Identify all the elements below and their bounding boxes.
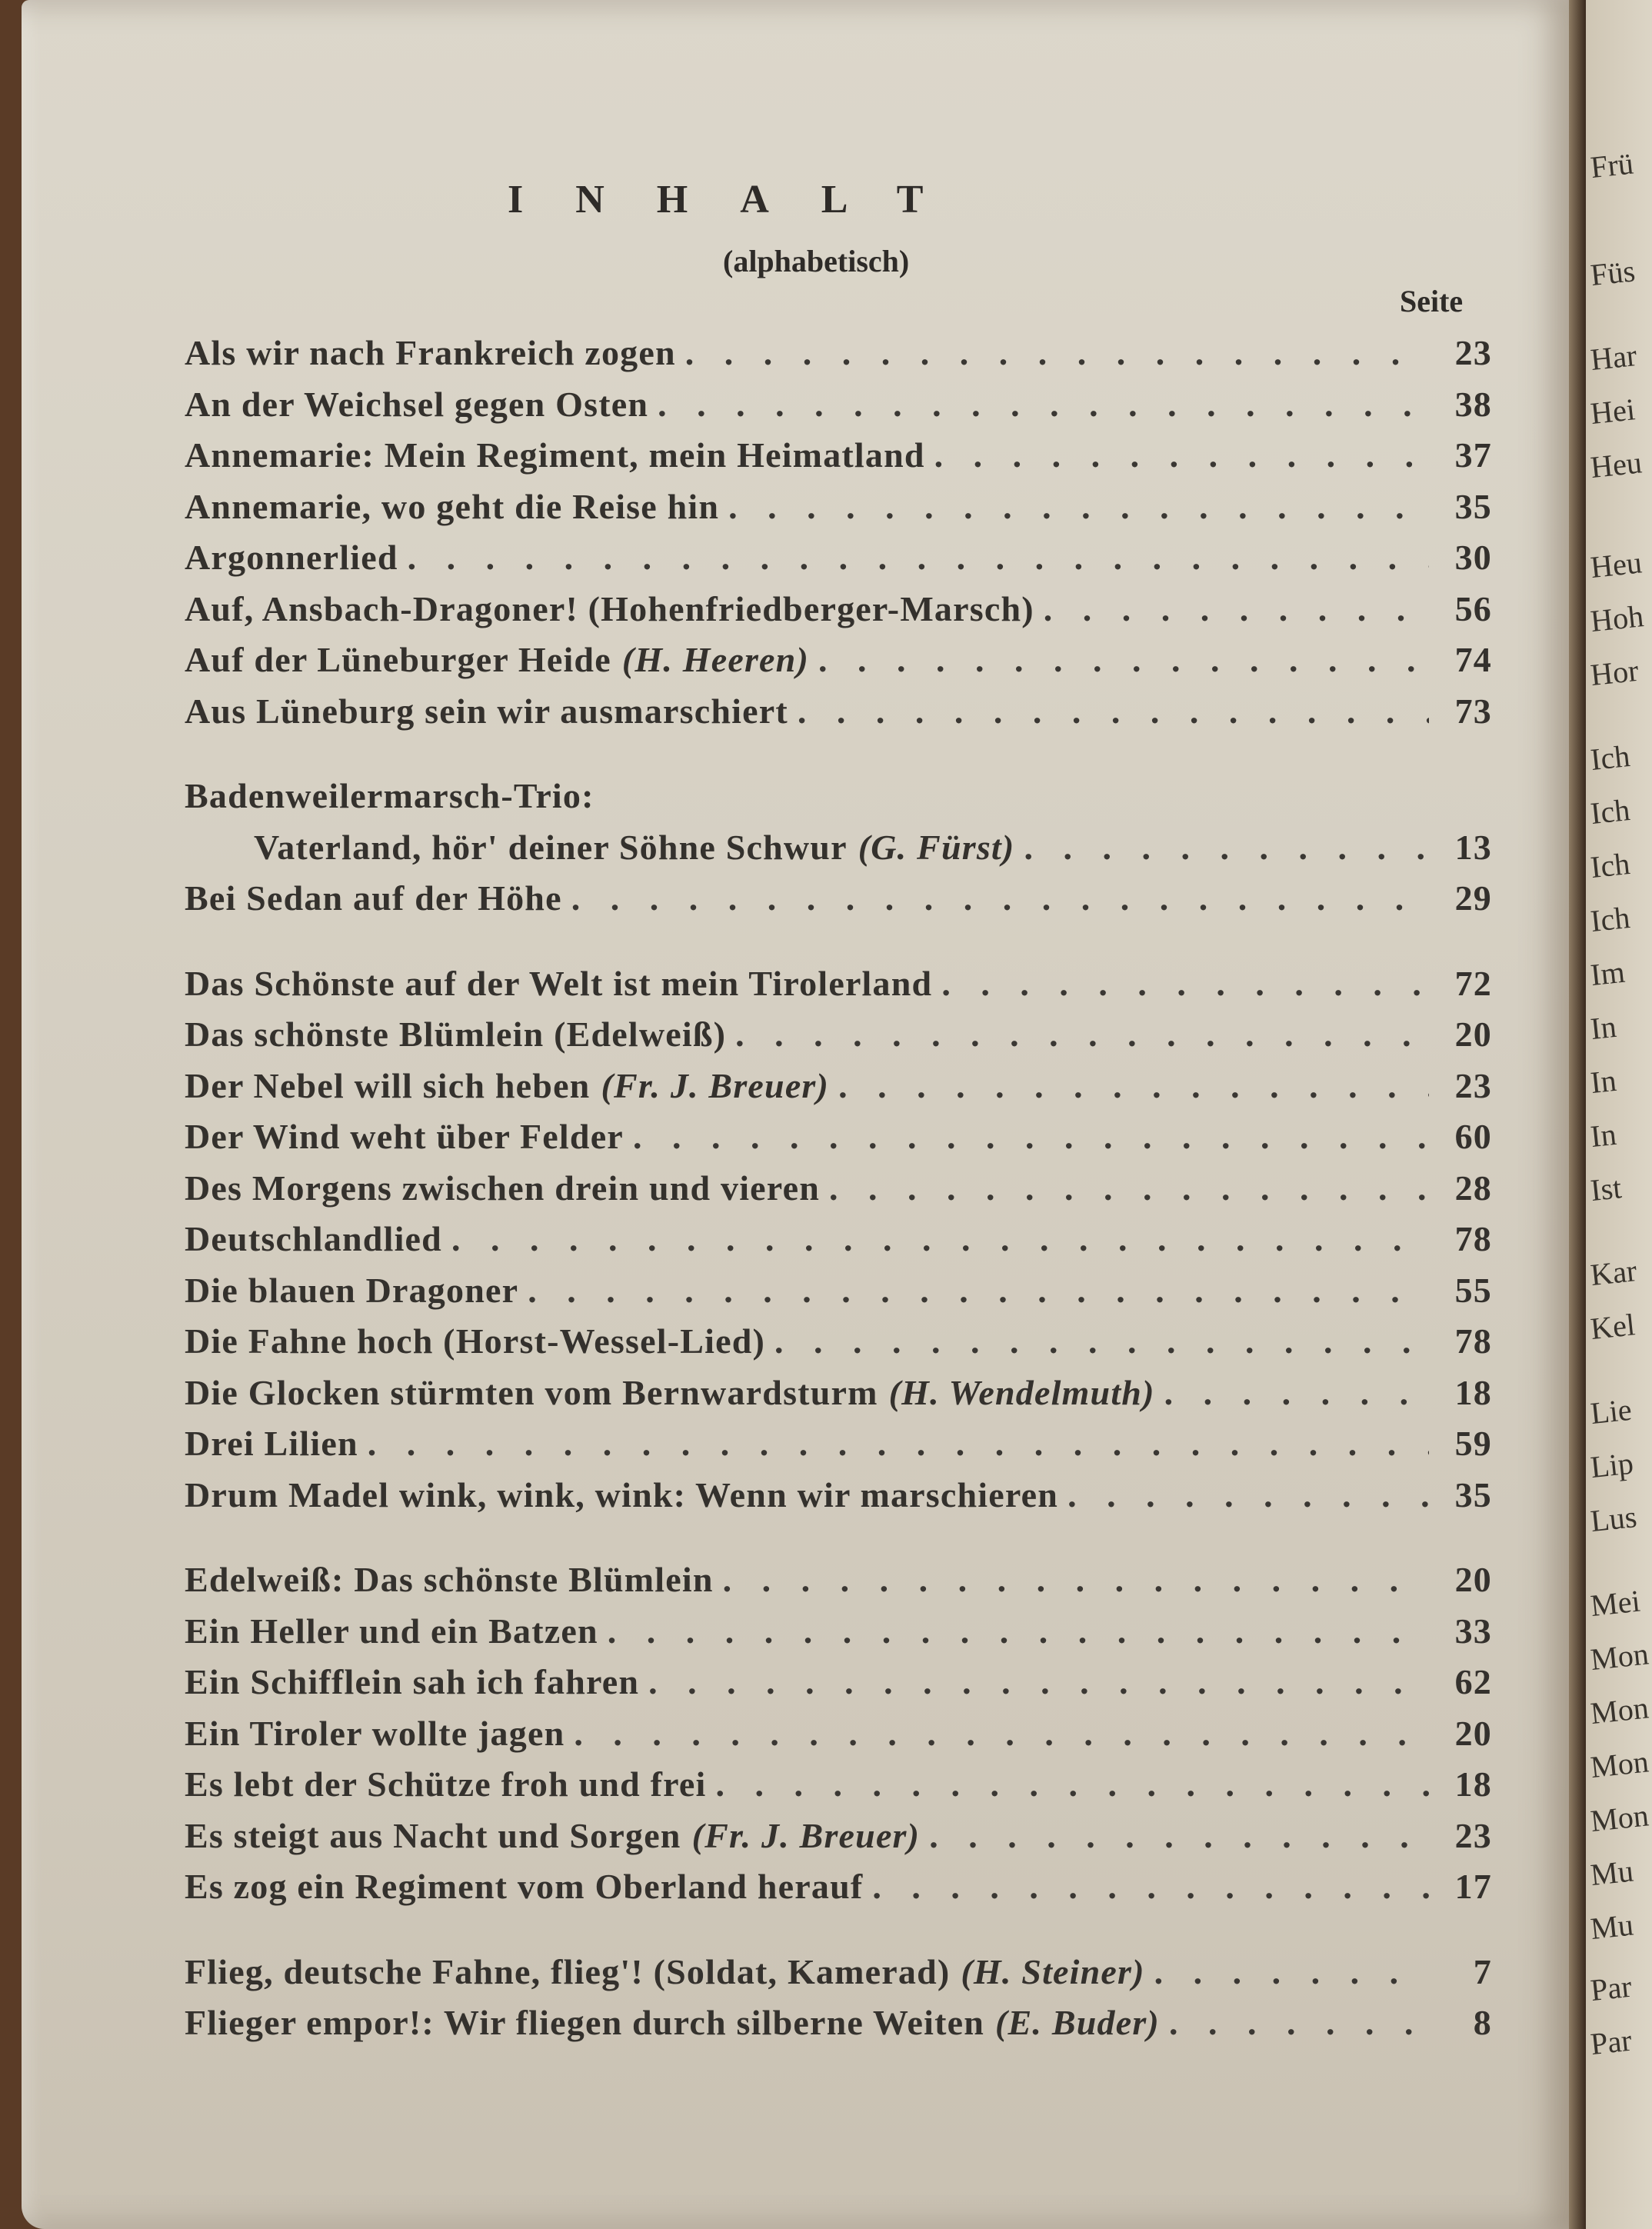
entry-title: Badenweilermarsch-Trio: bbox=[185, 776, 595, 815]
dot-leader bbox=[408, 537, 1429, 578]
toc-entry bbox=[185, 691, 1492, 742]
entry-page-number: 30 bbox=[1454, 538, 1492, 577]
entry-page-number: 29 bbox=[1454, 878, 1492, 918]
group-gap bbox=[185, 1917, 1492, 1951]
entry-author: (H. Wendelmuth) bbox=[888, 1372, 1155, 1412]
group-gap bbox=[185, 929, 1492, 963]
entry-title: Flieger empor!: Wir fliegen durch silberne Weiten bbox=[185, 2003, 985, 2042]
toc-entry bbox=[185, 1372, 1492, 1424]
dot-leader bbox=[571, 878, 1429, 918]
toc-entry bbox=[185, 1218, 1492, 1270]
dot-leader bbox=[829, 1168, 1429, 1208]
page-title: INHALT bbox=[508, 178, 976, 222]
entry-page-number: 35 bbox=[1454, 1474, 1492, 1514]
entry-page-number: 37 bbox=[1454, 435, 1492, 475]
toc-entry bbox=[185, 827, 1492, 878]
entry-page-number: 20 bbox=[1454, 1713, 1492, 1753]
dot-leader bbox=[818, 639, 1429, 680]
toc-entry bbox=[185, 1423, 1492, 1474]
entry-title: Ein Schifflein sah ich fahren bbox=[185, 1662, 640, 1701]
dot-leader bbox=[648, 1661, 1429, 1702]
entry-title: Argonnerlied bbox=[185, 538, 398, 577]
facing-page-fragment: Heu bbox=[1588, 545, 1644, 585]
group-gap bbox=[185, 741, 1492, 775]
entry-page-number: 23 bbox=[1454, 1065, 1492, 1105]
entry-page-number: 17 bbox=[1454, 1867, 1492, 1906]
toc-entry bbox=[185, 1065, 1492, 1117]
entry-title: Auf, Ansbach-Dragoner! (Hohenfriedberger-Marsch) bbox=[185, 588, 1034, 628]
facing-page-fragment: In bbox=[1588, 1008, 1618, 1047]
entry-page-number: 13 bbox=[1454, 827, 1492, 867]
dot-leader bbox=[1169, 2002, 1429, 2043]
dot-leader bbox=[1044, 588, 1429, 629]
facing-page-fragment: Mu bbox=[1588, 1907, 1635, 1947]
entry-title: Als wir nach Frankreich zogen bbox=[185, 333, 676, 372]
toc-entry bbox=[185, 1321, 1492, 1372]
entry-title: Die blauen Dragoner bbox=[185, 1270, 519, 1310]
entry-page-number: 18 bbox=[1454, 1764, 1492, 1804]
facing-page-fragment: In bbox=[1588, 1062, 1618, 1101]
entry-page-number: 38 bbox=[1454, 384, 1492, 424]
entry-author: (Fr. J. Breuer) bbox=[601, 1065, 830, 1105]
toc-entry bbox=[185, 1559, 1492, 1611]
toc-entry bbox=[185, 878, 1492, 929]
entry-page-number: 8 bbox=[1473, 2003, 1492, 2042]
facing-page-fragment: Ist bbox=[1588, 1170, 1624, 1208]
entry-page-number: 73 bbox=[1454, 691, 1492, 731]
toc-entry bbox=[185, 1270, 1492, 1321]
entry-page-number: 28 bbox=[1454, 1168, 1492, 1208]
facing-page-fragment: Heu bbox=[1588, 445, 1644, 485]
facing-page-fragment: Hoh bbox=[1588, 598, 1646, 639]
entry-page-number: 59 bbox=[1454, 1424, 1492, 1463]
toc-entry bbox=[185, 588, 1492, 640]
entry-page-number: 18 bbox=[1454, 1372, 1492, 1412]
facing-page-fragment: Kel bbox=[1588, 1307, 1637, 1347]
dot-leader bbox=[872, 1866, 1429, 1907]
page-subtitle: (alphabetisch) bbox=[723, 244, 910, 278]
dot-leader bbox=[528, 1270, 1429, 1311]
facing-page-fragment: Hei bbox=[1588, 391, 1637, 431]
entry-title: Das schönste Blümlein (Edelweiß) bbox=[185, 1015, 727, 1054]
facing-page-fragment: Ich bbox=[1588, 899, 1632, 939]
dot-leader bbox=[929, 1815, 1429, 1856]
entry-title: Vaterland, hör' deiner Söhne Schwur bbox=[254, 827, 848, 867]
entry-page-number: 78 bbox=[1454, 1219, 1492, 1258]
dot-leader bbox=[941, 963, 1429, 1004]
toc-entry bbox=[185, 1866, 1492, 1917]
toc-entry bbox=[185, 1611, 1492, 1662]
entry-page-number: 7 bbox=[1473, 1951, 1492, 1991]
entry-page-number: 62 bbox=[1454, 1662, 1492, 1701]
dot-leader bbox=[723, 1559, 1429, 1600]
toc-entry bbox=[185, 332, 1492, 384]
toc-entry bbox=[185, 775, 1492, 827]
entry-page-number: 60 bbox=[1454, 1117, 1492, 1156]
toc-entry bbox=[185, 1168, 1492, 1219]
entry-title: Deutschlandlied bbox=[185, 1219, 442, 1258]
entry-page-number: 23 bbox=[1454, 1815, 1492, 1855]
toc-entry bbox=[185, 963, 1492, 1015]
entry-title: Bei Sedan auf der Höhe bbox=[185, 878, 562, 918]
entry-title: Edelweiß: Das schönste Blümlein bbox=[185, 1560, 714, 1599]
facing-page-fragment: Ich bbox=[1588, 791, 1632, 831]
entry-page-number: 35 bbox=[1454, 486, 1492, 526]
facing-page-fragment: Füs bbox=[1588, 253, 1637, 293]
dot-leader bbox=[1067, 1474, 1429, 1515]
toc-entry bbox=[185, 486, 1492, 538]
facing-page-fragment: Mon bbox=[1588, 1690, 1650, 1731]
group-gap bbox=[185, 1525, 1492, 1559]
toc-entry bbox=[185, 384, 1492, 435]
entry-title: Drei Lilien bbox=[185, 1424, 358, 1463]
facing-page-fragment: Mon bbox=[1588, 1636, 1650, 1678]
toc-entry bbox=[185, 2002, 1492, 2054]
dot-leader bbox=[1024, 827, 1429, 868]
entry-title: Aus Lüneburg sein wir ausmarschiert bbox=[185, 691, 788, 731]
entry-page-number: 33 bbox=[1454, 1611, 1492, 1651]
facing-page-fragment: Mon bbox=[1588, 1744, 1650, 1785]
toc-entry bbox=[185, 435, 1492, 486]
entry-title: Es steigt aus Nacht und Sorgen bbox=[185, 1815, 681, 1855]
dot-leader bbox=[368, 1423, 1429, 1464]
facing-page-fragment: In bbox=[1588, 1116, 1618, 1154]
dot-leader bbox=[633, 1116, 1429, 1157]
facing-page-fragment: Im bbox=[1588, 954, 1627, 993]
dot-leader bbox=[838, 1065, 1429, 1106]
toc-entry bbox=[185, 1116, 1492, 1168]
toc-entry bbox=[185, 1661, 1492, 1713]
entry-page-number: 20 bbox=[1454, 1015, 1492, 1054]
entry-page-number: 55 bbox=[1454, 1270, 1492, 1310]
entry-title: An der Weichsel gegen Osten bbox=[185, 384, 649, 424]
entry-page-number: 20 bbox=[1454, 1560, 1492, 1599]
dot-leader bbox=[685, 332, 1429, 373]
facing-page-fragment: Mu bbox=[1588, 1853, 1635, 1893]
entry-title: Drum Madel wink, wink, wink: Wenn wir marschieren bbox=[185, 1474, 1059, 1514]
table-of-contents bbox=[185, 332, 1492, 2054]
toc-entry bbox=[185, 1815, 1492, 1867]
entry-title: Flieg, deutsche Fahne, flieg'! (Soldat, Kamerad) bbox=[185, 1951, 951, 1991]
facing-page-fragment: Kar bbox=[1588, 1253, 1639, 1293]
facing-page-fragment: Lip bbox=[1588, 1445, 1635, 1485]
entry-page-number: 74 bbox=[1454, 640, 1492, 679]
facing-page-fragment: Lie bbox=[1588, 1391, 1634, 1431]
entry-title: Die Glocken stürmten vom Bernwardsturm bbox=[185, 1372, 878, 1412]
facing-page-fragment: Par bbox=[1588, 1968, 1634, 2008]
entry-title: Ein Tiroler wollte jagen bbox=[185, 1713, 565, 1753]
toc-entry bbox=[185, 1764, 1492, 1815]
entry-title: Des Morgens zwischen drein und vieren bbox=[185, 1168, 820, 1208]
facing-page-fragment: Mon bbox=[1588, 1798, 1650, 1839]
entry-page-number: 72 bbox=[1454, 963, 1492, 1003]
entry-title: Annemarie, wo geht die Reise hin bbox=[185, 486, 720, 526]
toc-entry bbox=[185, 537, 1492, 588]
dot-leader bbox=[774, 1321, 1429, 1361]
dot-leader bbox=[798, 691, 1429, 731]
dot-leader bbox=[1154, 1951, 1429, 1992]
facing-page-fragment: Hor bbox=[1588, 652, 1640, 693]
entry-title: Es lebt der Schütze froh und frei bbox=[185, 1764, 707, 1804]
entry-author: (H. Heeren) bbox=[621, 640, 809, 679]
entry-title: Das Schönste auf der Welt ist mein Tirolerland bbox=[185, 963, 933, 1003]
dot-leader bbox=[574, 1713, 1429, 1754]
facing-page-fragment: Ich bbox=[1588, 738, 1632, 778]
entry-title: Der Wind weht über Felder bbox=[185, 1117, 624, 1156]
facing-page-fragment: Ich bbox=[1588, 845, 1632, 885]
dot-leader bbox=[934, 435, 1429, 475]
entry-author: (G. Fürst) bbox=[858, 827, 1015, 867]
dot-leader bbox=[716, 1764, 1429, 1804]
toc-entry bbox=[185, 1951, 1492, 2003]
dot-leader bbox=[608, 1611, 1429, 1651]
entry-title: Ein Heller und ein Batzen bbox=[185, 1611, 598, 1651]
dot-leader bbox=[728, 486, 1429, 527]
entry-title: Auf der Lüneburger Heide bbox=[185, 640, 611, 679]
dot-leader bbox=[735, 1014, 1429, 1055]
toc-entry bbox=[185, 639, 1492, 691]
entry-title: Annemarie: Mein Regiment, mein Heimatland bbox=[185, 435, 925, 475]
entry-title: Die Fahne hoch (Horst-Wessel-Lied) bbox=[185, 1321, 766, 1361]
facing-page-fragment: Par bbox=[1588, 2022, 1634, 2062]
entry-author: (E. Buder) bbox=[995, 2003, 1160, 2042]
facing-page-fragment: Har bbox=[1588, 338, 1639, 378]
entry-author: (H. Steiner) bbox=[961, 1951, 1145, 1991]
entry-title: Es zog ein Regiment vom Oberland herauf bbox=[185, 1867, 864, 1906]
facing-page-fragment: Mei bbox=[1588, 1583, 1642, 1624]
page-column-header: Seite bbox=[1400, 284, 1464, 318]
toc-entry bbox=[185, 1014, 1492, 1065]
entry-author: (Fr. J. Breuer) bbox=[691, 1815, 921, 1855]
dot-leader bbox=[1164, 1372, 1429, 1413]
toc-entry bbox=[185, 1713, 1492, 1764]
book-spine bbox=[1569, 0, 1586, 2229]
dot-leader bbox=[451, 1218, 1429, 1259]
facing-page-fragment: Lus bbox=[1588, 1499, 1639, 1539]
facing-page-fragment: Frü bbox=[1588, 145, 1635, 185]
entry-page-number: 23 bbox=[1454, 333, 1492, 372]
entry-page-number: 78 bbox=[1454, 1321, 1492, 1361]
entry-page-number: 56 bbox=[1454, 588, 1492, 628]
toc-entry bbox=[185, 1474, 1492, 1526]
dot-leader bbox=[658, 384, 1429, 425]
entry-title: Der Nebel will sich heben bbox=[185, 1065, 591, 1105]
